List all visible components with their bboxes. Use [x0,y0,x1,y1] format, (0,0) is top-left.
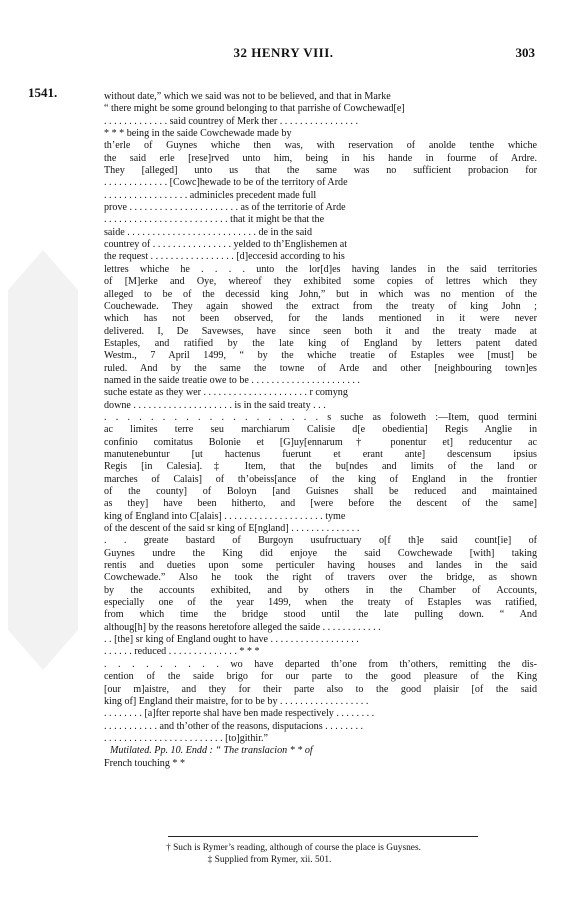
footnote-2: ‡ Supplied from Rymer, xii. 501. [207,855,332,865]
text-line: delivered. I, De Savewses, have since seen both it and the treaty made at [104,325,537,337]
text-line: alleged to be of the decessid king John,” but in which was no mention of the [104,288,537,300]
text-line: Guynes undre the King did enjoye the said Cowchewade [with] taking [104,547,537,559]
text-line: of the descent of the said sr king of E[ngland] . . . . . . . . . . . . . . [104,523,360,535]
text-line: . . . . . . . . . . . . . said countrey of Merk ther . . . . . . . . . . . . . . . . [104,115,358,127]
year-marker: 1541. [28,85,58,100]
text-line: confinio comitatus Bolonie et [G]uy[ennarum† ponentur et] reducentur ac [104,436,537,448]
footnote-rule [168,836,478,837]
text-line: by the accounts exhibited, and by others in the Chamber of Accounts, [104,584,537,596]
text-line: rentis and dueties upon some perticuler having houses and landes in the said [104,560,537,572]
text-line: ac limites terre seu marchiarum Calisie d[e obedientia] Regis Anglie in [104,424,537,436]
text-line: Estaples, and ratified by the late king of England by letters patent dated [104,337,537,349]
text-line: . . greate bastard of Burgoyn usufructuary o[f th]e said count[ie] of [104,535,537,547]
text-line: king of] England their maistre, for to be by . . . . . . . . . . . . . . . . . . [104,695,369,707]
text-line: Cowchewade.” Also he took the right of travers over the bridge, as shown [104,572,537,584]
text-line: * * * being in the saide Cowchewade made by [104,128,292,140]
text-line: . . . . . . . . . . . and th’other of the reasons, disputacions . . . . . . . . [104,720,364,732]
text-line: saide . . . . . . . . . . . . . . . . . . . . . . . . . . de in the said [104,226,313,238]
text-line: They [alleged] unto us that the same was no sufficient probacion for [104,165,537,177]
text-line: “ there might be some ground belonging to that parrishe of Cowchewad[e] [104,103,405,115]
text-line: downe . . . . . . . . . . . . . . . . . . . . is in the said treaty . . . [104,399,326,411]
footnote-1: † Such is Rymer’s reading, although of course the place is Guysnes. [166,843,421,853]
text-line: . . . . . . . . [a]fter reporte shal have ben made respectively . . . . . . . . [104,708,375,720]
text-line: as they] have been hitherto, and [were before the descent of the same] [104,498,537,510]
text-line: marches of Calais] of th’obeiss[ance of the king of England in the frontier [104,473,537,485]
text-line: countrey of . . . . . . . . . . . . . . . . yelded to th’Englishemen at [104,239,348,251]
text-line: ruled. And by the same the towne of Arde and other [neighbouring town]es [104,362,537,374]
watermark-logo [8,250,78,670]
text-line: named in the saide treatie owe to be . . . . . . . . . . . . . . . . . . . . . . [104,374,360,386]
endorsement-line: Mutilated. Pp. 10. Endd : “ The translacion * * of [110,745,313,757]
text-line: . . . . . . . . . wo have departed th’one from th’others, remitting the dis- [104,658,537,670]
text-line: the said erle [rese]rved unto him, being in his hande in fourme of Ardre. [104,152,537,164]
body-text [104,91,537,770]
text-line: . . . . . . . . . . . . . [Cowc]hewade to be of the territory of Arde [104,177,348,189]
text-line: . . . . . . reduced . . . . . . . . . . . . . . * * * [104,646,260,658]
text-line: from which time the bridge stood until the late pulling down. “ And [104,609,537,621]
text-line: . . . . . . . . . . . . . . . . . adminicles precedent made full [104,189,317,201]
endorsement-line: French touching * * [104,757,186,769]
text-line: th’erle of Guynes whiche then was, with reservation of anolde tenthe whiche [104,140,537,152]
text-line: Westm., 7 April 1499, “ by the whiche treatie of Estaples wee [must] be [104,350,537,362]
text-line: which has not been observed, for the lands mentioned in it were never [104,313,537,325]
text-line: of the county] of Boloyn [and Guisnes shall be reduced and maintained [104,486,537,497]
text-line: king of England into C[alais] . . . . . . . . . . . . . . . . . . . . tyme [104,510,346,522]
text-line: . . . . . . . . . . . . . . . . . . . . . . . . . that it might be that the [104,214,325,226]
text-line: Regis [in Calesia].‡ Item, that the bu[ndes and limits of the land or [104,461,537,473]
text-line: . . . . . . . . . . . . . . . . . . . s suche as foloweth :—Item, quod termini [104,411,537,423]
text-line: . . [the] sr king of England ought to have . . . . . . . . . . . . . . . . . . [104,634,359,646]
text-line: prove . . . . . . . . . . . . . . . . . . . . . . as of the territorie of Arde [104,202,346,214]
text-line: althoug[h] by the reasons heretofore alleged the saide . . . . . . . . . . . . [104,621,381,633]
text-line: . . . . . . . . . . . . . . . . . . . . . . . . [to]githir.” [104,732,269,744]
text-line: especially one of the year 1499, when the treaty of Estaples was ratified, [104,597,537,609]
text-line: Couchewade. They again showed the extract from the treaty of king John ; [104,300,537,312]
text-line: of [M]erke and Oye, whereof they exhibited some copies of lettres which they [104,276,537,288]
text-line: the request . . . . . . . . . . . . . . . . . [d]eccesid according to his [104,251,345,263]
text-line: without date,” which we said was not to be believed, and that in Marke [104,91,391,102]
text-line: lettres whiche he . . . . unto the lor[d]es having landes in the said territories [104,263,537,275]
text-line: manutenebuntur [ut hactenus fuerunt et erant ante] descensum ipsius [104,448,537,460]
text-line: suche estate as they wer . . . . . . . . . . . . . . . . . . . . . r comyng [104,387,348,399]
text-line: cention of the saide brigo for our parte to the good pleasure of the King [104,671,537,683]
running-title: 32 HENRY VIII. [233,45,334,60]
text-line: [our m]aistre, and they for their parte also to the good plaisir [of the said [104,683,537,695]
page-number: 303 [515,45,535,60]
